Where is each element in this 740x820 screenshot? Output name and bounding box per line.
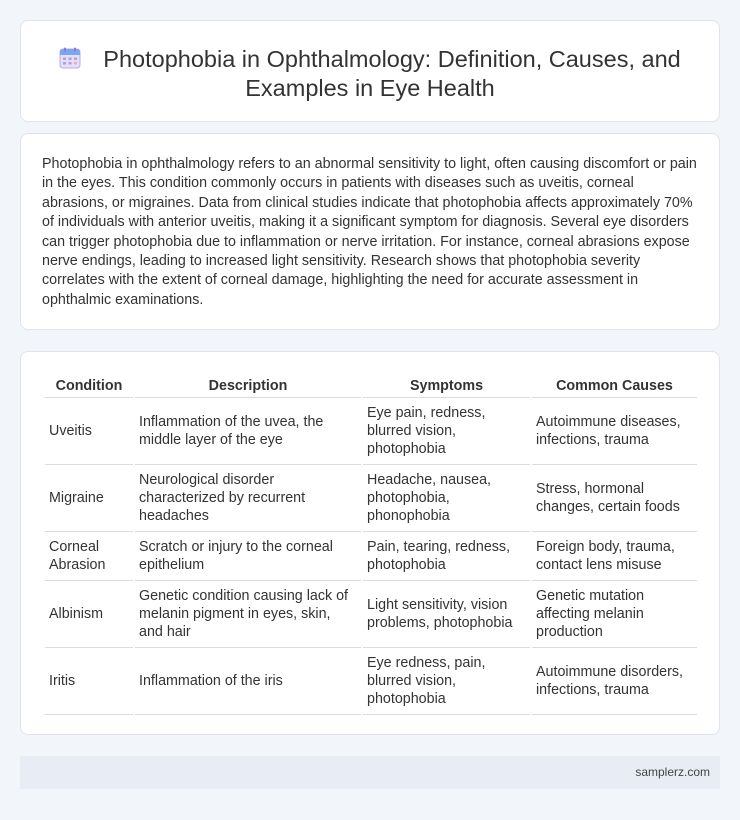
- cell-condition: Corneal Abrasion: [45, 532, 133, 581]
- column-header-symptoms: Symptoms: [363, 374, 530, 398]
- footer-bar: [20, 756, 720, 789]
- cell-description: Genetic condition causing lack of melanin pigment in eyes, skin, and hair: [135, 581, 361, 648]
- column-header-condition: Condition: [45, 374, 133, 398]
- cell-description: Neurological disorder characterized by recurrent headaches: [135, 465, 361, 532]
- intro-card: [20, 133, 720, 330]
- cell-symptoms: Pain, tearing, redness, photophobia: [363, 532, 530, 581]
- cell-condition: Iritis: [45, 648, 133, 715]
- page-title-text: Photophobia in Ophthalmology: Definition, Causes, and Examples in Eye Health: [103, 46, 681, 101]
- title-card: [20, 20, 720, 122]
- table-row: [45, 465, 697, 532]
- cell-symptoms: Headache, nausea, photophobia, phonophobia: [363, 465, 530, 532]
- table-row: [45, 648, 697, 715]
- conditions-table: [43, 374, 699, 715]
- page-title: [21, 45, 719, 103]
- table-card: [20, 351, 720, 735]
- table-row: [45, 398, 697, 465]
- column-header-description: Description: [135, 374, 361, 398]
- table-header-row: [45, 374, 697, 398]
- cell-description: Inflammation of the iris: [135, 648, 361, 715]
- cell-causes: Genetic mutation affecting melanin production: [532, 581, 697, 648]
- footer-site-link[interactable]: samplerz.com: [635, 765, 710, 779]
- table-row: [45, 532, 697, 581]
- cell-causes: Autoimmune diseases, infections, trauma: [532, 398, 697, 465]
- cell-condition: Albinism: [45, 581, 133, 648]
- cell-causes: Foreign body, trauma, contact lens misuse: [532, 532, 697, 581]
- intro-paragraph: Photophobia in ophthalmology refers to an abnormal sensitivity to light, often causing discomfort or pain in the eyes. This condition commonly occurs in patients with diseases such as uveitis, corneal abrasions, or migraines. Data from clinical studies indicate that photophobia affects approximately 70% of individuals with anterior uveitis, making it a significant symptom for diagnosis. Several eye disorders can trigger photophobia due to inflammation or nerve irritation. For instance, corneal abrasions expose nerve endings, leading to increased light sensitivity. Research shows that photophobia severity correlates with the extent of corneal damage, highlighting the need for accurate assessment in ophthalmic examinations.: [42, 156, 697, 308]
- cell-symptoms: Light sensitivity, vision problems, photophobia: [363, 581, 530, 648]
- table-row: [45, 581, 697, 648]
- column-header-common-causes: Common Causes: [532, 374, 697, 398]
- cell-description: Scratch or injury to the corneal epithelium: [135, 532, 361, 581]
- calendar-icon: [59, 47, 81, 69]
- cell-causes: Autoimmune disorders, infections, trauma: [532, 648, 697, 715]
- cell-symptoms: Eye pain, redness, blurred vision, photophobia: [363, 398, 530, 465]
- cell-condition: Uveitis: [45, 398, 133, 465]
- cell-description: Inflammation of the uvea, the middle layer of the eye: [135, 398, 361, 465]
- cell-symptoms: Eye redness, pain, blurred vision, photophobia: [363, 648, 530, 715]
- cell-causes: Stress, hormonal changes, certain foods: [532, 465, 697, 532]
- cell-condition: Migraine: [45, 465, 133, 532]
